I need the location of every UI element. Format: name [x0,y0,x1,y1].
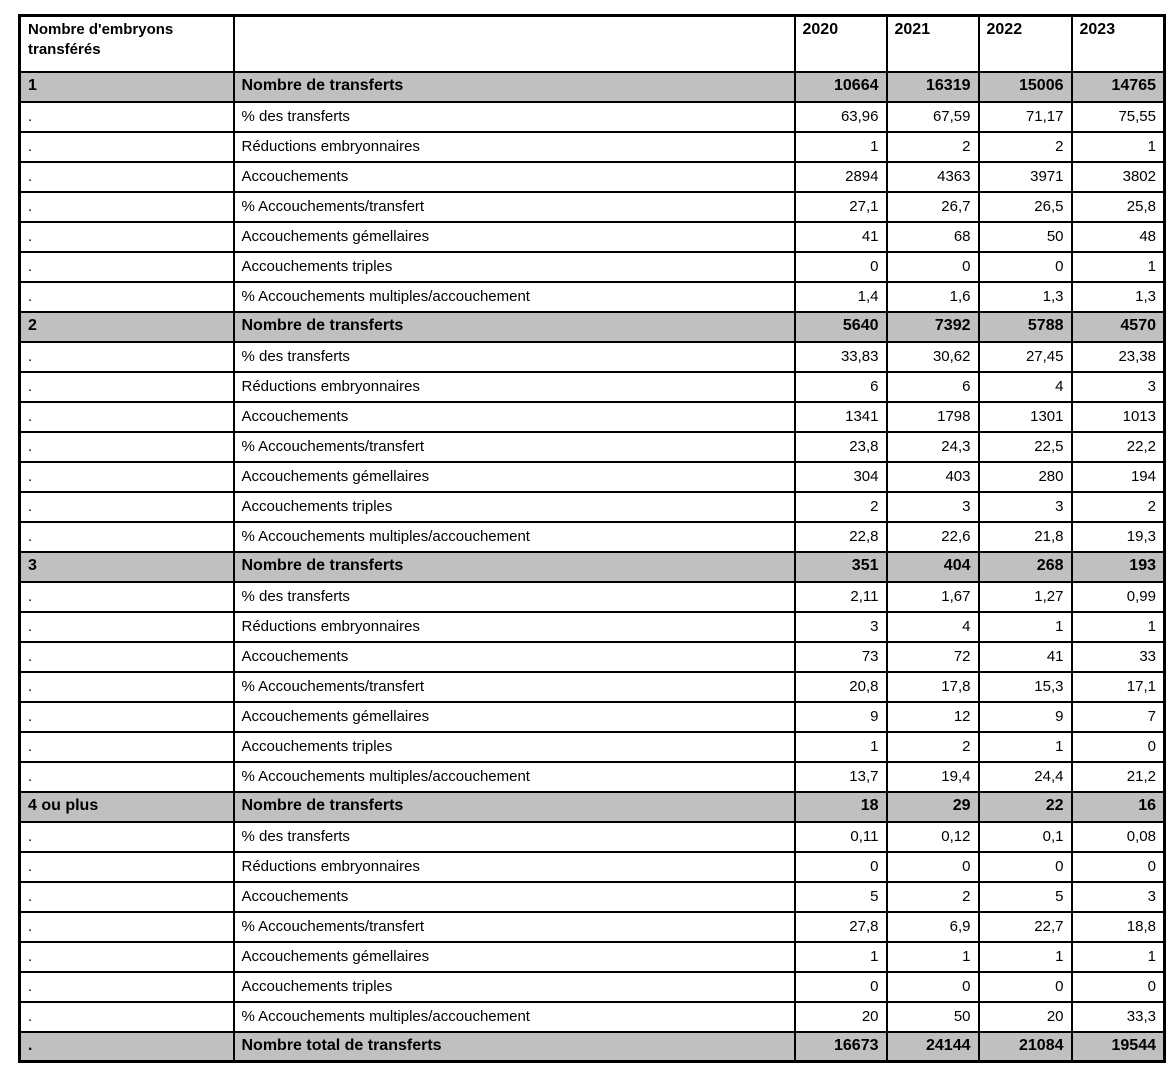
metric-value-2023: 17,1 [1072,672,1165,702]
metric-value-2020: 27,1 [795,192,887,222]
metric-row [20,582,1165,612]
metric-value-2022: 1,27 [979,582,1072,612]
metric-value-2023: 1 [1072,252,1165,282]
metric-row [20,522,1165,552]
metric-label: % Accouchements/transfert [234,672,795,702]
row-prefix-dot: . [20,912,234,942]
metric-value-2021: 30,62 [887,342,979,372]
total-value-2022: 21084 [979,1032,1072,1062]
metric-value-2021: 17,8 [887,672,979,702]
metric-value-2022: 22,7 [979,912,1072,942]
metric-value-2020: 5 [795,882,887,912]
metric-value-2023: 3802 [1072,162,1165,192]
metric-value-2021: 0 [887,252,979,282]
group-header-row-4-ou-plus [20,792,1165,822]
transfers-value-2020: 5640 [795,312,887,342]
row-prefix-dot: . [20,402,234,432]
metric-value-2020: 0 [795,972,887,1002]
group-header-row-2 [20,312,1165,342]
metric-value-2022: 3971 [979,162,1072,192]
row-prefix-dot: . [20,732,234,762]
row-prefix-dot: . [20,582,234,612]
metric-label: Accouchements gémellaires [234,702,795,732]
metric-row [20,1002,1165,1032]
metric-value-2021: 1,67 [887,582,979,612]
metric-value-2020: 2894 [795,162,887,192]
metric-value-2020: 41 [795,222,887,252]
group-label: 2 [20,312,234,342]
metric-value-2021: 2 [887,882,979,912]
metric-value-2023: 0 [1072,852,1165,882]
metric-label: Accouchements gémellaires [234,462,795,492]
metric-value-2023: 3 [1072,372,1165,402]
metric-row [20,372,1165,402]
metric-value-2023: 1013 [1072,402,1165,432]
metric-value-2023: 75,55 [1072,102,1165,132]
metric-row [20,972,1165,1002]
metric-label: Réductions embryonnaires [234,132,795,162]
metric-value-2021: 6,9 [887,912,979,942]
metric-value-2023: 2 [1072,492,1165,522]
row-prefix-dot: . [20,822,234,852]
row-prefix-dot: . [20,942,234,972]
metric-label: Accouchements gémellaires [234,222,795,252]
metric-value-2021: 26,7 [887,192,979,222]
metric-value-2020: 20,8 [795,672,887,702]
metric-label: % Accouchements/transfert [234,912,795,942]
header-empty-cell [234,16,795,72]
metric-row [20,462,1165,492]
year-column-header-2021: 2021 [887,16,979,72]
transfers-value-2020: 18 [795,792,887,822]
metric-value-2020: 27,8 [795,912,887,942]
metric-value-2021: 2 [887,132,979,162]
table-title: Nombre d'embryons transférés [20,16,234,72]
metric-label: Accouchements triples [234,252,795,282]
metric-value-2022: 0,1 [979,822,1072,852]
metric-value-2023: 7 [1072,702,1165,732]
metric-value-2020: 0 [795,252,887,282]
metric-row [20,492,1165,522]
row-prefix-dot: . [20,852,234,882]
metric-label: % des transferts [234,102,795,132]
row-prefix-dot: . [20,222,234,252]
metric-value-2022: 280 [979,462,1072,492]
metric-value-2020: 1 [795,942,887,972]
group-metric-title: Nombre de transferts [234,792,795,822]
total-value-2023: 19544 [1072,1032,1165,1062]
metric-value-2020: 304 [795,462,887,492]
metric-label: % Accouchements/transfert [234,192,795,222]
total-row-title: Nombre total de transferts [234,1032,795,1062]
metric-value-2023: 21,2 [1072,762,1165,792]
row-prefix-dot: . [20,342,234,372]
transfers-value-2021: 404 [887,552,979,582]
metric-label: Réductions embryonnaires [234,372,795,402]
transfers-value-2021: 16319 [887,72,979,102]
metric-value-2022: 41 [979,642,1072,672]
metric-row [20,402,1165,432]
metric-value-2021: 6 [887,372,979,402]
metric-value-2023: 0,08 [1072,822,1165,852]
year-column-header-2023: 2023 [1072,16,1165,72]
row-prefix-dot: . [20,432,234,462]
metric-value-2022: 22,5 [979,432,1072,462]
metric-value-2021: 1,6 [887,282,979,312]
metric-value-2023: 33,3 [1072,1002,1165,1032]
metric-label: % Accouchements multiples/accouchement [234,1002,795,1032]
metric-value-2023: 23,38 [1072,342,1165,372]
metric-row [20,702,1165,732]
row-prefix-dot: . [20,612,234,642]
row-prefix-dot: . [20,282,234,312]
metric-row [20,132,1165,162]
metric-value-2022: 26,5 [979,192,1072,222]
metric-value-2021: 4 [887,612,979,642]
metric-value-2022: 1301 [979,402,1072,432]
row-prefix-dot: . [20,972,234,1002]
metric-value-2023: 0 [1072,972,1165,1002]
metric-label: Réductions embryonnaires [234,612,795,642]
metric-value-2020: 1 [795,732,887,762]
metric-value-2021: 2 [887,732,979,762]
group-header-row-3 [20,552,1165,582]
group-metric-title: Nombre de transferts [234,72,795,102]
group-label: 1 [20,72,234,102]
row-prefix-dot: . [20,702,234,732]
metric-row [20,822,1165,852]
metric-row [20,282,1165,312]
metric-value-2020: 9 [795,702,887,732]
group-header-row-1 [20,72,1165,102]
metric-row [20,252,1165,282]
table-body [20,72,1165,1062]
metric-value-2020: 13,7 [795,762,887,792]
transfers-value-2020: 10664 [795,72,887,102]
row-prefix-dot: . [20,882,234,912]
metric-value-2022: 1 [979,732,1072,762]
metric-value-2021: 72 [887,642,979,672]
metric-label: Accouchements [234,162,795,192]
group-metric-title: Nombre de transferts [234,552,795,582]
row-prefix-dot: . [20,132,234,162]
metric-value-2022: 1,3 [979,282,1072,312]
group-label: 3 [20,552,234,582]
metric-value-2020: 33,83 [795,342,887,372]
metric-value-2022: 0 [979,252,1072,282]
metric-value-2022: 9 [979,702,1072,732]
metric-value-2021: 3 [887,492,979,522]
metric-value-2023: 1 [1072,612,1165,642]
metric-value-2022: 5 [979,882,1072,912]
metric-value-2023: 1 [1072,942,1165,972]
metric-value-2021: 50 [887,1002,979,1032]
metric-row [20,942,1165,972]
metric-value-2020: 0 [795,852,887,882]
metric-label: % Accouchements/transfert [234,432,795,462]
metric-value-2020: 63,96 [795,102,887,132]
year-column-header-2020: 2020 [795,16,887,72]
transfers-value-2022: 22 [979,792,1072,822]
metric-value-2023: 25,8 [1072,192,1165,222]
metric-row [20,162,1165,192]
transfers-value-2022: 5788 [979,312,1072,342]
metric-value-2022: 20 [979,1002,1072,1032]
metric-label: % Accouchements multiples/accouchement [234,522,795,552]
metric-value-2021: 12 [887,702,979,732]
metric-value-2022: 27,45 [979,342,1072,372]
row-prefix-dot: . [20,762,234,792]
group-label: 4 ou plus [20,792,234,822]
row-prefix-dot: . [20,522,234,552]
metric-label: Accouchements triples [234,492,795,522]
row-prefix-dot: . [20,1002,234,1032]
metric-value-2021: 0 [887,972,979,1002]
metric-label: Accouchements [234,882,795,912]
metric-value-2021: 0,12 [887,822,979,852]
metric-value-2022: 4 [979,372,1072,402]
metric-label: Accouchements triples [234,732,795,762]
transfers-value-2023: 16 [1072,792,1165,822]
metric-value-2020: 6 [795,372,887,402]
row-prefix-dot: . [20,642,234,672]
metric-row [20,912,1165,942]
metric-label: % des transferts [234,822,795,852]
metric-value-2021: 0 [887,852,979,882]
metric-value-2020: 73 [795,642,887,672]
row-prefix-dot: . [20,672,234,702]
metric-value-2020: 2 [795,492,887,522]
metric-row [20,102,1165,132]
year-column-header-2022: 2022 [979,16,1072,72]
transfers-value-2023: 4570 [1072,312,1165,342]
metric-value-2023: 19,3 [1072,522,1165,552]
metric-label: Réductions embryonnaires [234,852,795,882]
metric-value-2023: 33 [1072,642,1165,672]
metric-value-2021: 24,3 [887,432,979,462]
metric-value-2020: 2,11 [795,582,887,612]
total-value-2020: 16673 [795,1032,887,1062]
row-prefix-dot: . [20,162,234,192]
metric-label: % des transferts [234,582,795,612]
metric-value-2020: 1 [795,132,887,162]
metric-value-2023: 48 [1072,222,1165,252]
metric-value-2022: 24,4 [979,762,1072,792]
metric-value-2020: 1341 [795,402,887,432]
metric-row [20,732,1165,762]
metric-value-2022: 0 [979,972,1072,1002]
metric-value-2021: 22,6 [887,522,979,552]
metric-value-2020: 1,4 [795,282,887,312]
metric-row [20,432,1165,462]
metric-value-2023: 22,2 [1072,432,1165,462]
metric-label: Accouchements [234,642,795,672]
metric-row [20,192,1165,222]
metric-value-2023: 3 [1072,882,1165,912]
metric-label: Accouchements gémellaires [234,942,795,972]
header-row [20,16,1165,72]
row-prefix-dot: . [20,492,234,522]
metric-value-2021: 68 [887,222,979,252]
row-prefix-dot: . [20,102,234,132]
metric-value-2020: 23,8 [795,432,887,462]
metric-label: Accouchements triples [234,972,795,1002]
transfers-value-2022: 15006 [979,72,1072,102]
metric-value-2022: 15,3 [979,672,1072,702]
group-metric-title: Nombre de transferts [234,312,795,342]
metric-value-2021: 4363 [887,162,979,192]
transfers-value-2020: 351 [795,552,887,582]
total-row [20,1032,1165,1062]
metric-value-2023: 18,8 [1072,912,1165,942]
metric-value-2023: 1 [1072,132,1165,162]
metric-row [20,762,1165,792]
metric-label: % Accouchements multiples/accouchement [234,762,795,792]
metric-value-2022: 1 [979,612,1072,642]
metric-value-2021: 19,4 [887,762,979,792]
transfers-value-2023: 14765 [1072,72,1165,102]
metric-value-2021: 1 [887,942,979,972]
metric-value-2022: 0 [979,852,1072,882]
total-row-prefix: . [20,1032,234,1062]
metric-value-2020: 20 [795,1002,887,1032]
metric-value-2022: 71,17 [979,102,1072,132]
embryo-transfer-table [18,14,1166,1063]
metric-value-2023: 1,3 [1072,282,1165,312]
metric-value-2022: 2 [979,132,1072,162]
metric-value-2023: 0 [1072,732,1165,762]
metric-row [20,672,1165,702]
metric-value-2020: 0,11 [795,822,887,852]
metric-row [20,852,1165,882]
metric-row [20,342,1165,372]
total-value-2021: 24144 [887,1032,979,1062]
metric-value-2021: 67,59 [887,102,979,132]
metric-row [20,882,1165,912]
metric-value-2022: 21,8 [979,522,1072,552]
metric-value-2022: 1 [979,942,1072,972]
metric-value-2022: 50 [979,222,1072,252]
metric-label: Accouchements [234,402,795,432]
row-prefix-dot: . [20,252,234,282]
metric-row [20,222,1165,252]
metric-label: % des transferts [234,342,795,372]
metric-value-2023: 194 [1072,462,1165,492]
transfers-value-2022: 268 [979,552,1072,582]
transfers-value-2023: 193 [1072,552,1165,582]
metric-row [20,612,1165,642]
metric-value-2020: 22,8 [795,522,887,552]
metric-value-2023: 0,99 [1072,582,1165,612]
row-prefix-dot: . [20,372,234,402]
transfers-value-2021: 7392 [887,312,979,342]
row-prefix-dot: . [20,462,234,492]
metric-value-2022: 3 [979,492,1072,522]
metric-label: % Accouchements multiples/accouchement [234,282,795,312]
metric-value-2020: 3 [795,612,887,642]
metric-value-2021: 403 [887,462,979,492]
metric-row [20,642,1165,672]
row-prefix-dot: . [20,192,234,222]
metric-value-2021: 1798 [887,402,979,432]
transfers-value-2021: 29 [887,792,979,822]
